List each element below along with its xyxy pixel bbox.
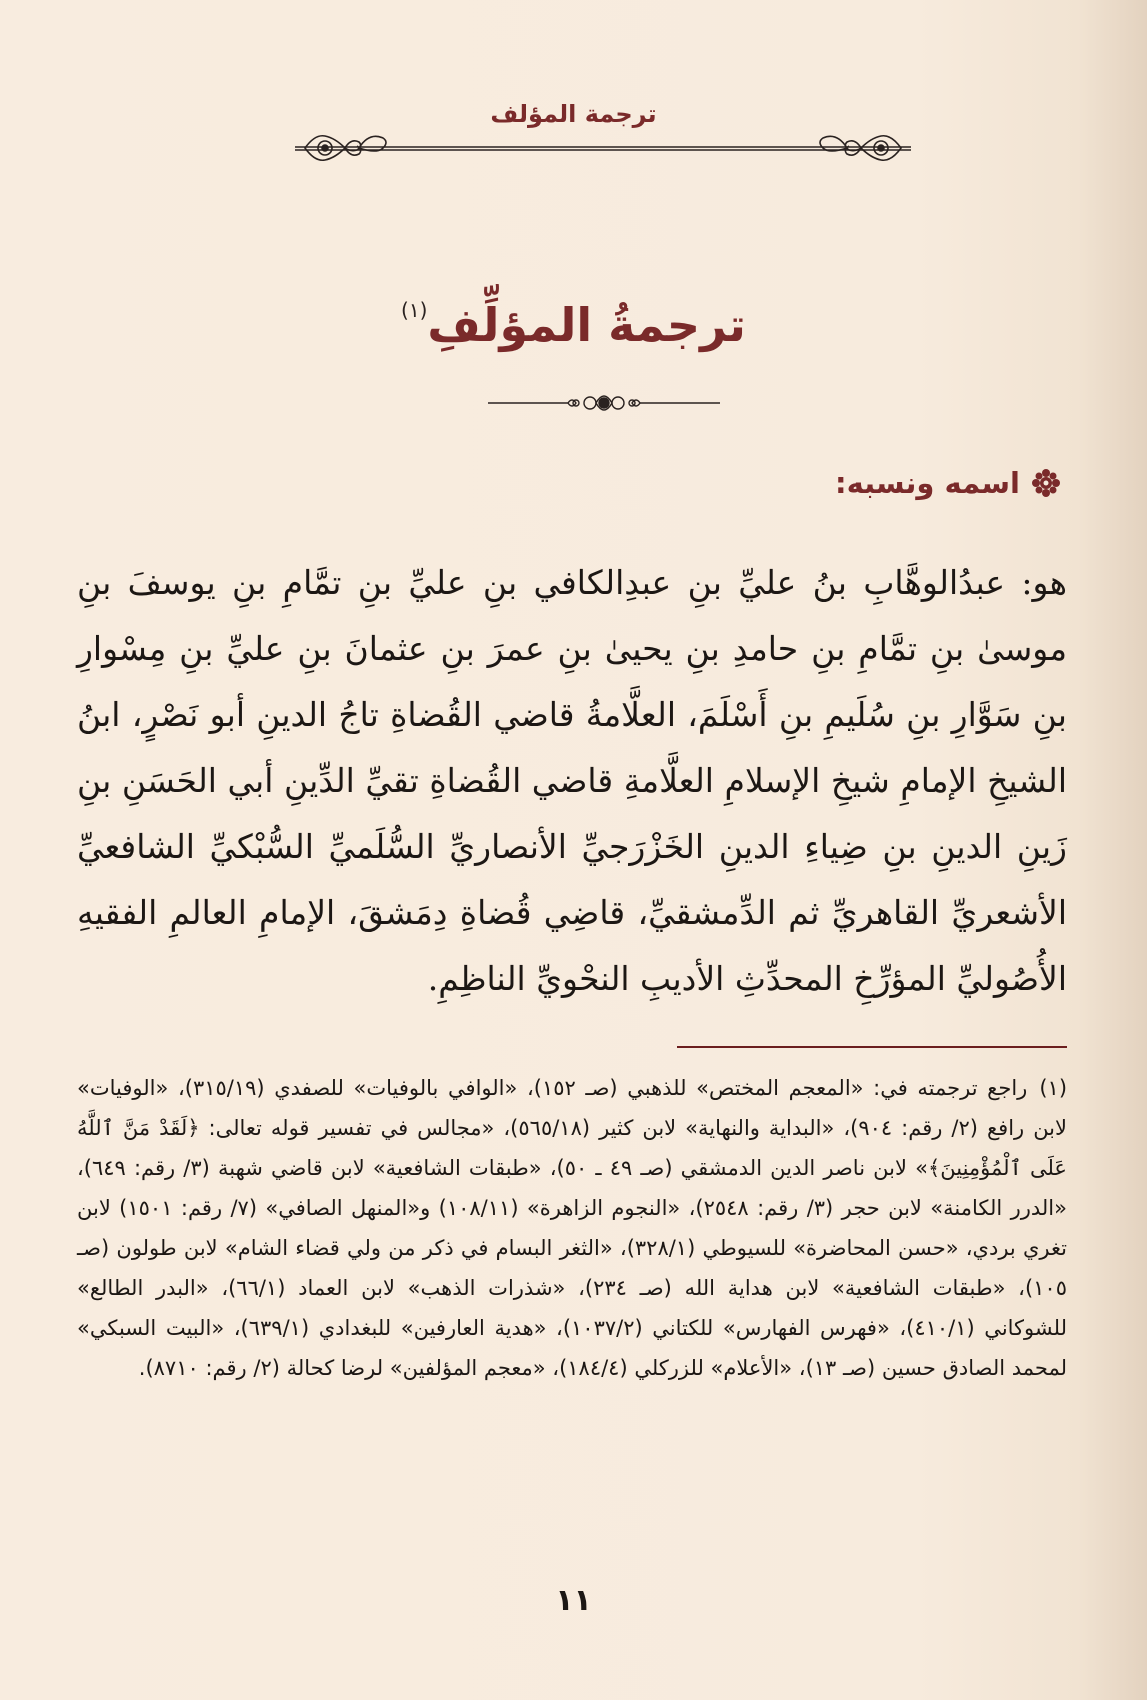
- footnote-ref[interactable]: (١): [401, 298, 428, 322]
- flower-bullet-icon: [1030, 467, 1062, 499]
- footnote: [77, 1068, 1067, 1388]
- title-ornament-divider: [488, 386, 720, 420]
- section-heading-text: اسمه ونسبه:: [834, 466, 1020, 500]
- footnote-text: راجع ترجمته في: «المعجم المختص» للذهبي (صـ ١٥٢)، «الوافي بالوفيات» للصفدي (٣١٥/١٩)، «الوفيات» لابن رافع (٢/ رقم: ٩٠٤)، «البداية والنهاية» لابن كثير (٥٦٥/١٨)، «مجالس في تفسير قوله تعالى: ﴿لَقَدْ مَنَّ ٱللَّهُ عَلَى ٱلْمُؤْمِنِينَ﴾» لابن ناصر الدين الدمشقي (صـ ٤٩ ـ ٥٠)، «طبقات الشافعية» لابن قاضي شهبة (٣/ رقم: ٦٤٩)، «الدرر الكامنة» لابن حجر (٣/ رقم: ٢٥٤٨)، «النجوم الزاهرة» (١٠٨/١١) و«المنهل الصافي» (٧/ رقم: ١٥٠١) لابن تغري بردي، «حسن المحاضرة» للسيوطي (٣٢٨/١)، «الثغر البسام في ذكر من ولي قضاء الشام» لابن طولون (صـ ١٠٥)، «طبقات الشافعية» لابن هداية الله (صـ ٢٣٤)، «شذرات الذهب» لابن العماد (٦٦/١)، «البدر الطالع» للشوكاني (٤١٠/١)، «فهرس الفهارس» للكتاني (١٠٣٧/٢)، «هدية العارفين» للبغدادي (٦٣٩/١)، «البيت السبكي» لمحمد الصادق حسين (صـ ١٣)، «الأعلام» للزركلي (١٨٤/٤)، «معجم المؤلفين» لرضا كحالة (٢/ رقم: ٨٧١٠).: [77, 1076, 1068, 1380]
- chapter-title: [0, 298, 1147, 352]
- section-heading: [835, 466, 1062, 500]
- chapter-title-text: ترجمةُ المؤلِّفِ: [427, 298, 746, 352]
- header-ornament-rule: [295, 124, 911, 170]
- page-number: ١١: [555, 1583, 592, 1618]
- footnote-number: (١): [1039, 1076, 1068, 1100]
- biography-paragraph: هو: عبدُالوهَّابِ بنُ عليِّ بنِ عبدِالكافي بنِ عليِّ بنِ تمَّامِ بنِ يوسفَ بنِ موسىٰ بنِ تمَّامِ بنِ حامدِ بنِ يحيىٰ بنِ عمرَ بنِ عثمانَ بنِ عليِّ بنِ مِسْوارِ بنِ سَوَّارِ بنِ سُلَيمِ بنِ أَسْلَمَ، العلَّامةُ قاضي القُضاةِ تاجُ الدينِ أبو نَصْرٍ، ابنُ الشيخِ الإمامِ شيخِ الإسلامِ العلَّامةِ قاضي القُضاةِ تقيِّ الدِّينِ أبي الحَسَنِ بنِ زَينِ الدينِ بنِ ضِياءِ الدينِ الخَزْرَجيِّ الأنصاريِّ السُّلَميِّ السُّبْكيِّ الشافعيِّ الأشعريِّ القاهريِّ ثم الدِّمشقيِّ، قاضِي قُضاةِ دِمَشقَ، الإمامِ العالمِ الفقيهِ الأُصُوليِّ المؤرِّخِ المحدِّثِ الأديبِ النحْويِّ الناظِمِ.: [77, 563, 1067, 998]
- footnote-separator: [677, 1046, 1067, 1048]
- running-head: ترجمة المؤلف: [490, 100, 657, 128]
